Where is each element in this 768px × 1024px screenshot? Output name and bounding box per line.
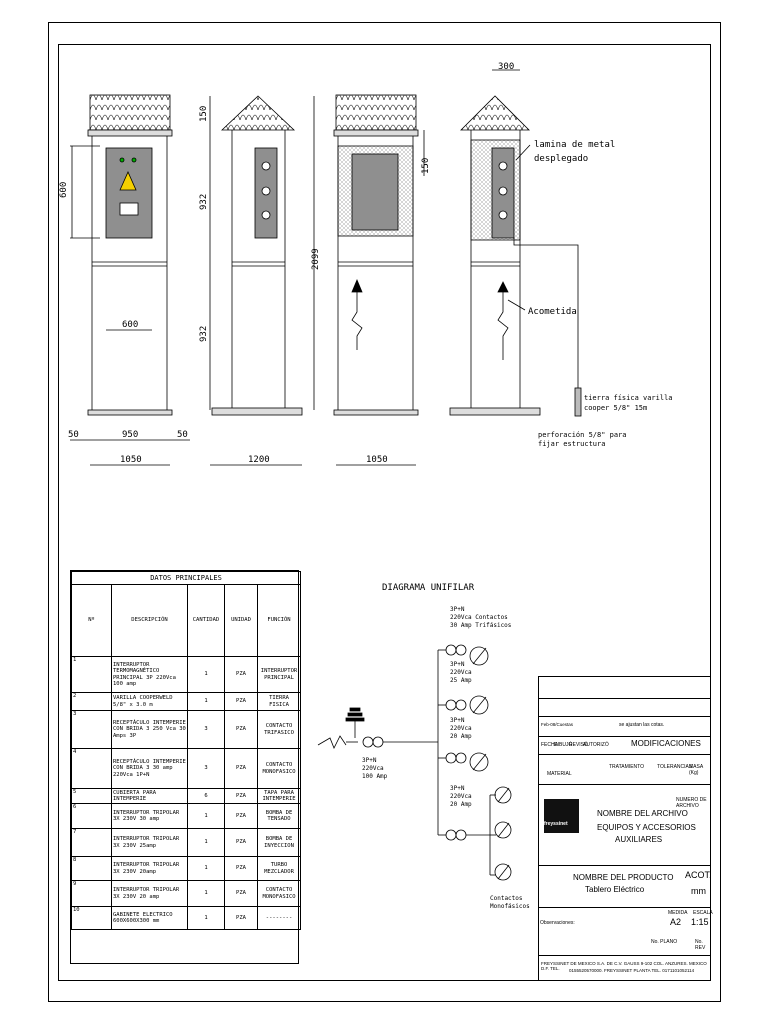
note-ground-2: cooper 5/8" 15m bbox=[584, 404, 648, 412]
table-cell-n: 7 bbox=[72, 829, 112, 857]
table-cell-unit: PZA bbox=[225, 693, 258, 711]
table-row bbox=[72, 829, 301, 857]
front-right-margin-dim: 50 bbox=[177, 430, 188, 440]
note-mesh-2: desplegado bbox=[534, 154, 589, 164]
table-cell-desc: GABINETE ELECTRICO 600X600X300 mm bbox=[112, 907, 188, 930]
rear-base-dim: 1050 bbox=[366, 455, 388, 465]
table-cell-unit: PZA bbox=[225, 657, 258, 693]
col-header: Nº bbox=[72, 585, 112, 657]
col-label: REVISÓ bbox=[569, 742, 588, 748]
note-drill-2: fijar estructura bbox=[538, 440, 606, 448]
table-cell-n: 10 bbox=[72, 907, 112, 930]
file-name-2: AUXILIARES bbox=[615, 835, 663, 844]
table-cell-func: TAPA PARA INTEMPERIE bbox=[258, 789, 301, 804]
plano-label: No. PLANO bbox=[651, 939, 678, 945]
table-cell-func: CONTACTO TRIFASICO bbox=[258, 711, 301, 749]
table-row bbox=[72, 804, 301, 829]
mass-label: MASA (Kg) bbox=[689, 764, 703, 776]
freyssinet-logo: freyssinet bbox=[544, 799, 579, 833]
table-row bbox=[72, 657, 301, 693]
front-total-width-dim: 1050 bbox=[120, 455, 142, 465]
branch2-label: 220Vca bbox=[450, 669, 472, 676]
branch4-label: 220Vca bbox=[450, 793, 472, 800]
treatment-label: TRATAMIENTO bbox=[609, 764, 644, 770]
front-span-dim: 950 bbox=[122, 430, 139, 440]
table-cell-n: 5 bbox=[72, 789, 112, 804]
table-cell-desc: CUBIERTA PARA INTEMPERIE bbox=[112, 789, 188, 804]
col-label: DIBUJÓ bbox=[554, 742, 573, 748]
side-roof-dim: 150 bbox=[199, 105, 209, 122]
escala-value: 1:15 bbox=[691, 917, 709, 927]
col-label: FECHA bbox=[541, 742, 558, 748]
tolerances-label: TOLERANCIAS bbox=[657, 764, 693, 770]
table-cell-func: TIERRA FISICA bbox=[258, 693, 301, 711]
table-cell-unit: PZA bbox=[225, 804, 258, 829]
branch1-label: 220Vca Contactos bbox=[450, 614, 508, 621]
table-cell-unit: PZA bbox=[225, 789, 258, 804]
table-cell-n: 4 bbox=[72, 749, 112, 789]
material-label: MATERIAL bbox=[547, 771, 572, 777]
mod-note: se ajustan las cotas. bbox=[619, 722, 665, 728]
title-block bbox=[538, 676, 711, 981]
table-cell-qty: 3 bbox=[188, 711, 225, 749]
table-cell-func: INTERRUPTOR PRINCIPAL bbox=[258, 657, 301, 693]
table-cell-desc: INTERRUPTOR TRIPOLAR 3X 230V 20amp bbox=[112, 857, 188, 881]
mono-label: Contactos bbox=[490, 895, 523, 902]
branch3-label: 220Vca bbox=[450, 725, 472, 732]
main-breaker-label: 3P+N bbox=[362, 757, 377, 764]
right-roof-height-dim: 150 bbox=[421, 157, 431, 174]
footer-2: 0155520570000. FREYSSINET PLANTA TEL. 0171101052114 bbox=[569, 968, 695, 973]
table-cell-n: 3 bbox=[72, 711, 112, 749]
table-cell-unit: PZA bbox=[225, 881, 258, 907]
table-row bbox=[72, 907, 301, 930]
col-label: AUTORIZÓ bbox=[583, 742, 609, 748]
table-row bbox=[72, 711, 301, 749]
table-title: DATOS PRINCIPALES bbox=[72, 572, 301, 585]
table-row bbox=[72, 881, 301, 907]
table-cell-qty: 1 bbox=[188, 693, 225, 711]
rev-label: No. REV bbox=[695, 939, 706, 951]
table-cell-func: BOMBA DE INYECCION bbox=[258, 829, 301, 857]
table-cell-unit: PZA bbox=[225, 749, 258, 789]
table-row bbox=[72, 789, 301, 804]
table-cell-unit: PZA bbox=[225, 711, 258, 749]
table-cell-desc: RECEPTÁCULO INTEMPERIE CON BRIDA 3 30 amp 220Vca 1P+N bbox=[112, 749, 188, 789]
rear-view bbox=[314, 95, 418, 465]
single-line-diagram bbox=[318, 645, 511, 880]
front-view bbox=[70, 95, 190, 465]
table-cell-qty: 1 bbox=[188, 829, 225, 857]
table-cell-desc: INTERRUPTOR TRIPOLAR 3X 230V 30 amp bbox=[112, 804, 188, 829]
branch3-label: 20 Amp bbox=[450, 733, 472, 740]
table-cell-qty: 1 bbox=[188, 881, 225, 907]
table-cell-desc: RECEPTÁCULO INTEMPERIE CON BRIDA 3 250 Vca 30 Amps 3P bbox=[112, 711, 188, 749]
branch3-label: 3P+N bbox=[450, 717, 465, 724]
col-header: CANTIDAD bbox=[188, 585, 225, 657]
branch1-label: 30 Amp Trifásicos bbox=[450, 622, 512, 629]
observations-label: Observaciones: bbox=[540, 920, 575, 926]
branch4-label: 3P+N bbox=[450, 785, 465, 792]
branch1-label: 3P+N bbox=[450, 606, 465, 613]
table-cell-func: CONTACTO MONOFASICO bbox=[258, 749, 301, 789]
table-cell-qty: 1 bbox=[188, 657, 225, 693]
table-cell-n: 6 bbox=[72, 804, 112, 829]
mono-label: Monofásicos bbox=[490, 903, 530, 910]
modifications-label: MODIFICACIONES bbox=[631, 739, 701, 748]
table-cell-unit: PZA bbox=[225, 857, 258, 881]
file-number-label: NUMERO DE ARCHIVO bbox=[676, 797, 707, 809]
branch2-label: 3P+N bbox=[450, 661, 465, 668]
medida-label: MEDIDA bbox=[668, 910, 688, 916]
branch4-label: 20 Amp bbox=[450, 801, 472, 808]
note-service: Acometida bbox=[528, 307, 577, 317]
escala-label: ESCALA bbox=[693, 910, 713, 916]
main-breaker-label: 220Vca bbox=[362, 765, 384, 772]
table-cell-unit: PZA bbox=[225, 829, 258, 857]
acot-value: mm bbox=[691, 886, 706, 896]
table-cell-n: 8 bbox=[72, 857, 112, 881]
front-height-dim: 600 bbox=[59, 181, 69, 198]
side-base-dim: 1200 bbox=[248, 455, 270, 465]
side-upper-dim: 932 bbox=[199, 193, 209, 210]
file-name-label: NOMBRE DEL ARCHIVO bbox=[597, 809, 688, 818]
file-name-1: EQUIPOS Y ACCESORIOS bbox=[597, 823, 696, 832]
table-row bbox=[72, 693, 301, 711]
right-view bbox=[424, 70, 581, 416]
table-cell-qty: 1 bbox=[188, 857, 225, 881]
table-cell-n: 2 bbox=[72, 693, 112, 711]
table-cell-desc: INTERRUPTOR TRIPOLAR 3X 230V 25amp bbox=[112, 829, 188, 857]
front-width-dim: 600 bbox=[122, 320, 139, 330]
note-mesh-1: lamina de metal bbox=[534, 140, 616, 150]
table-cell-qty: 6 bbox=[188, 789, 225, 804]
product-label: NOMBRE DEL PRODUCTO bbox=[573, 873, 674, 882]
diagram-title: DIAGRAMA UNIFILAR bbox=[382, 583, 475, 593]
product-name: Tablero Eléctrico bbox=[585, 885, 645, 894]
main-data-table bbox=[70, 570, 299, 964]
table-cell-qty: 1 bbox=[188, 907, 225, 930]
branch2-label: 25 Amp bbox=[450, 677, 472, 684]
note-drill-1: perforación 5/8" para bbox=[538, 431, 627, 439]
table-row bbox=[72, 857, 301, 881]
table-cell-desc: INTERRUPTOR TERMOMAGNÉTICO PRINCIPAL 3P 220Vca 100 amp bbox=[112, 657, 188, 693]
table-cell-unit: PZA bbox=[225, 907, 258, 930]
rear-height-dim: 2099 bbox=[311, 248, 321, 270]
side-lower-dim: 932 bbox=[199, 325, 209, 342]
table-cell-func: TURBO MEZCLADOR bbox=[258, 857, 301, 881]
table-cell-desc: INTERRUPTOR TRIPOLAR 3X 230V 20 amp bbox=[112, 881, 188, 907]
side-view bbox=[210, 96, 302, 465]
note-ground-1: tierra física varilla bbox=[584, 394, 673, 402]
table-cell-n: 1 bbox=[72, 657, 112, 693]
table-cell-func: CONTACTO MONOFASICO bbox=[258, 881, 301, 907]
front-left-margin-dim: 50 bbox=[68, 430, 79, 440]
table-cell-qty: 3 bbox=[188, 749, 225, 789]
main-breaker-label: 100 Amp bbox=[362, 773, 388, 780]
table-cell-qty: 1 bbox=[188, 804, 225, 829]
medida-value: A2 bbox=[670, 917, 682, 927]
table-cell-func: -------- bbox=[258, 907, 301, 930]
table-row bbox=[72, 749, 301, 789]
table-body bbox=[72, 657, 301, 930]
table-cell-desc: VARILLA COOPERWELD 5/8" x 3.0 m bbox=[112, 693, 188, 711]
mod-date: Feb-08/Cuestas bbox=[541, 722, 574, 727]
table-cell-n: 9 bbox=[72, 881, 112, 907]
right-roof-width-dim: 300 bbox=[498, 62, 515, 72]
col-header: DESCRIPCIÓN bbox=[112, 585, 188, 657]
footer-1: FREYSSINET DE MEXICO S.A. DE C.V. GAUSS 9-102 COL. ANZURES. MEXICO D.F. TEL. bbox=[541, 961, 707, 971]
col-header: UNIDAD bbox=[225, 585, 258, 657]
table-cell-func: BOMBA DE TENSADO bbox=[258, 804, 301, 829]
acot-label: ACOT. bbox=[685, 870, 712, 880]
col-header: FUNCIÓN bbox=[258, 585, 301, 657]
